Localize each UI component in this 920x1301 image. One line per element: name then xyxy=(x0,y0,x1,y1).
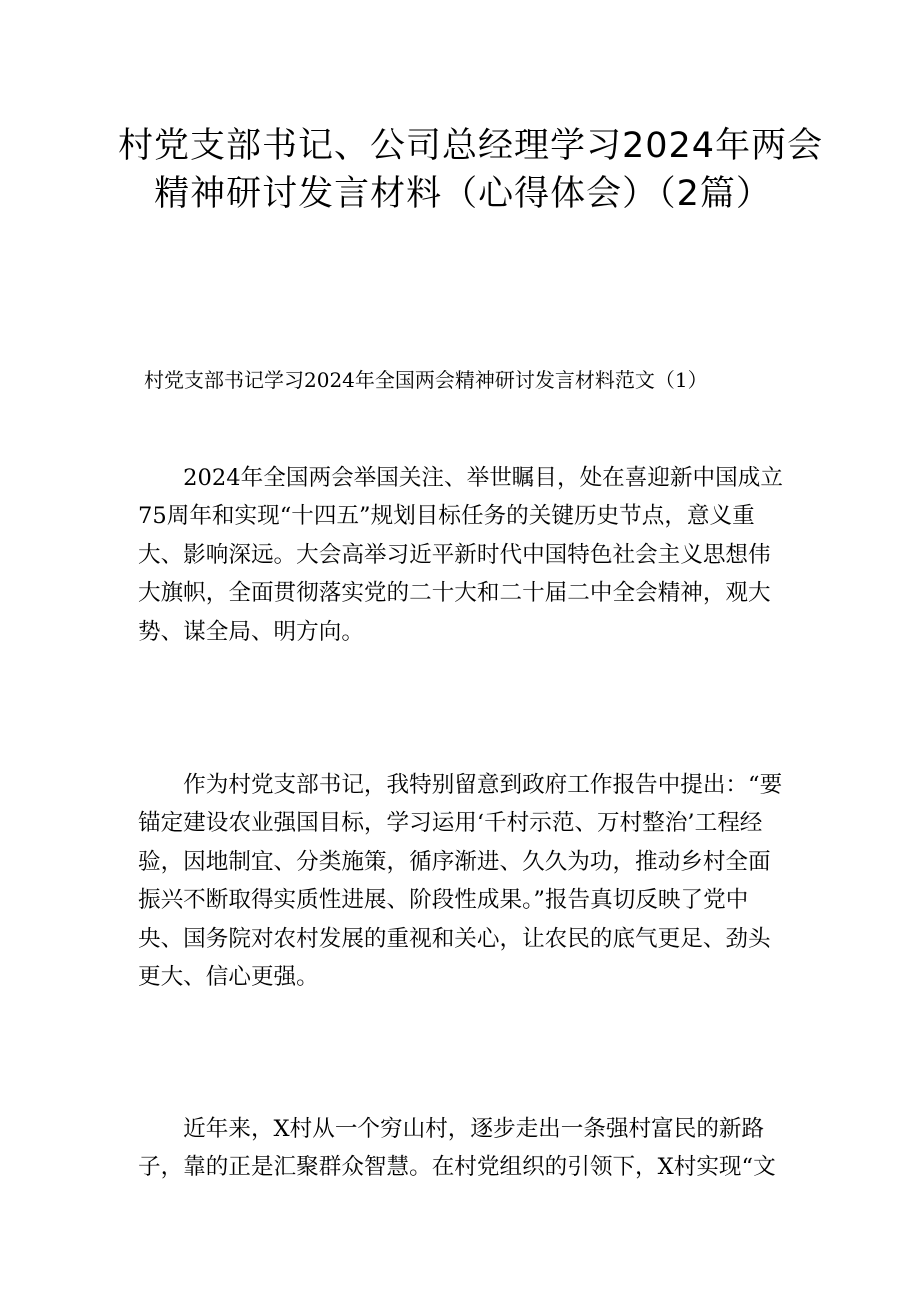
title-line: 精神研讨发言材料（心得体会）（2篇） xyxy=(154,174,772,214)
paragraph-line: 75周年和实现“十四五”规划目标任务的关键历史节点，意义重 xyxy=(138,503,755,530)
section-subtitle: 村党支部书记学习2024年全国两会精神研讨发言材料范文（1） xyxy=(144,368,708,392)
paragraph-line: 2024年全国两会举国关注、举世瞩目，处在喜迎新中国成立 xyxy=(138,465,783,491)
paragraph-line: 锚定建设农业强国目标，学习运用‘千村示范、万村整治’工程经 xyxy=(138,810,763,837)
paragraph-line: 近年来，X村从一个穷山村，逐步走出一条强村富民的新路 xyxy=(138,1116,765,1142)
paragraph-line: 验，因地制宜、分类施策，循序渐进、久久为功，推动乡村全面 xyxy=(138,848,771,875)
paragraph-line: 央、国务院对农村发展的重视和关心，让农民的底气更足、劲头 xyxy=(138,925,771,952)
paragraph-line: 作为村党支部书记，我特别留意到政府工作报告中提出：“要 xyxy=(138,772,783,798)
paragraph-line: 势、谋全局、明方向。 xyxy=(138,618,364,645)
paragraph-line: 振兴不断取得实质性进展、阶段性成果。”报告真切反映了党中 xyxy=(138,887,749,914)
paragraph-2 xyxy=(138,766,792,996)
paragraph-line: 子，靠的正是汇聚群众智慧。在村党组织的引领下，X村实现“文 xyxy=(138,1154,776,1181)
title-line: 村党支部书记、公司总经理学习2024年两会 xyxy=(118,126,824,166)
paragraph-1 xyxy=(138,459,792,651)
document-title xyxy=(118,122,824,218)
paragraph-line: 更大、信心更强。 xyxy=(138,964,319,991)
paragraph-line: 大旗帜，全面贯彻落实党的二十大和二十届二中全会精神，观大 xyxy=(138,580,771,607)
paragraph-3 xyxy=(138,1110,792,1187)
paragraph-line: 大、影响深远。大会高举习近平新时代中国特色社会主义思想伟 xyxy=(138,541,771,568)
